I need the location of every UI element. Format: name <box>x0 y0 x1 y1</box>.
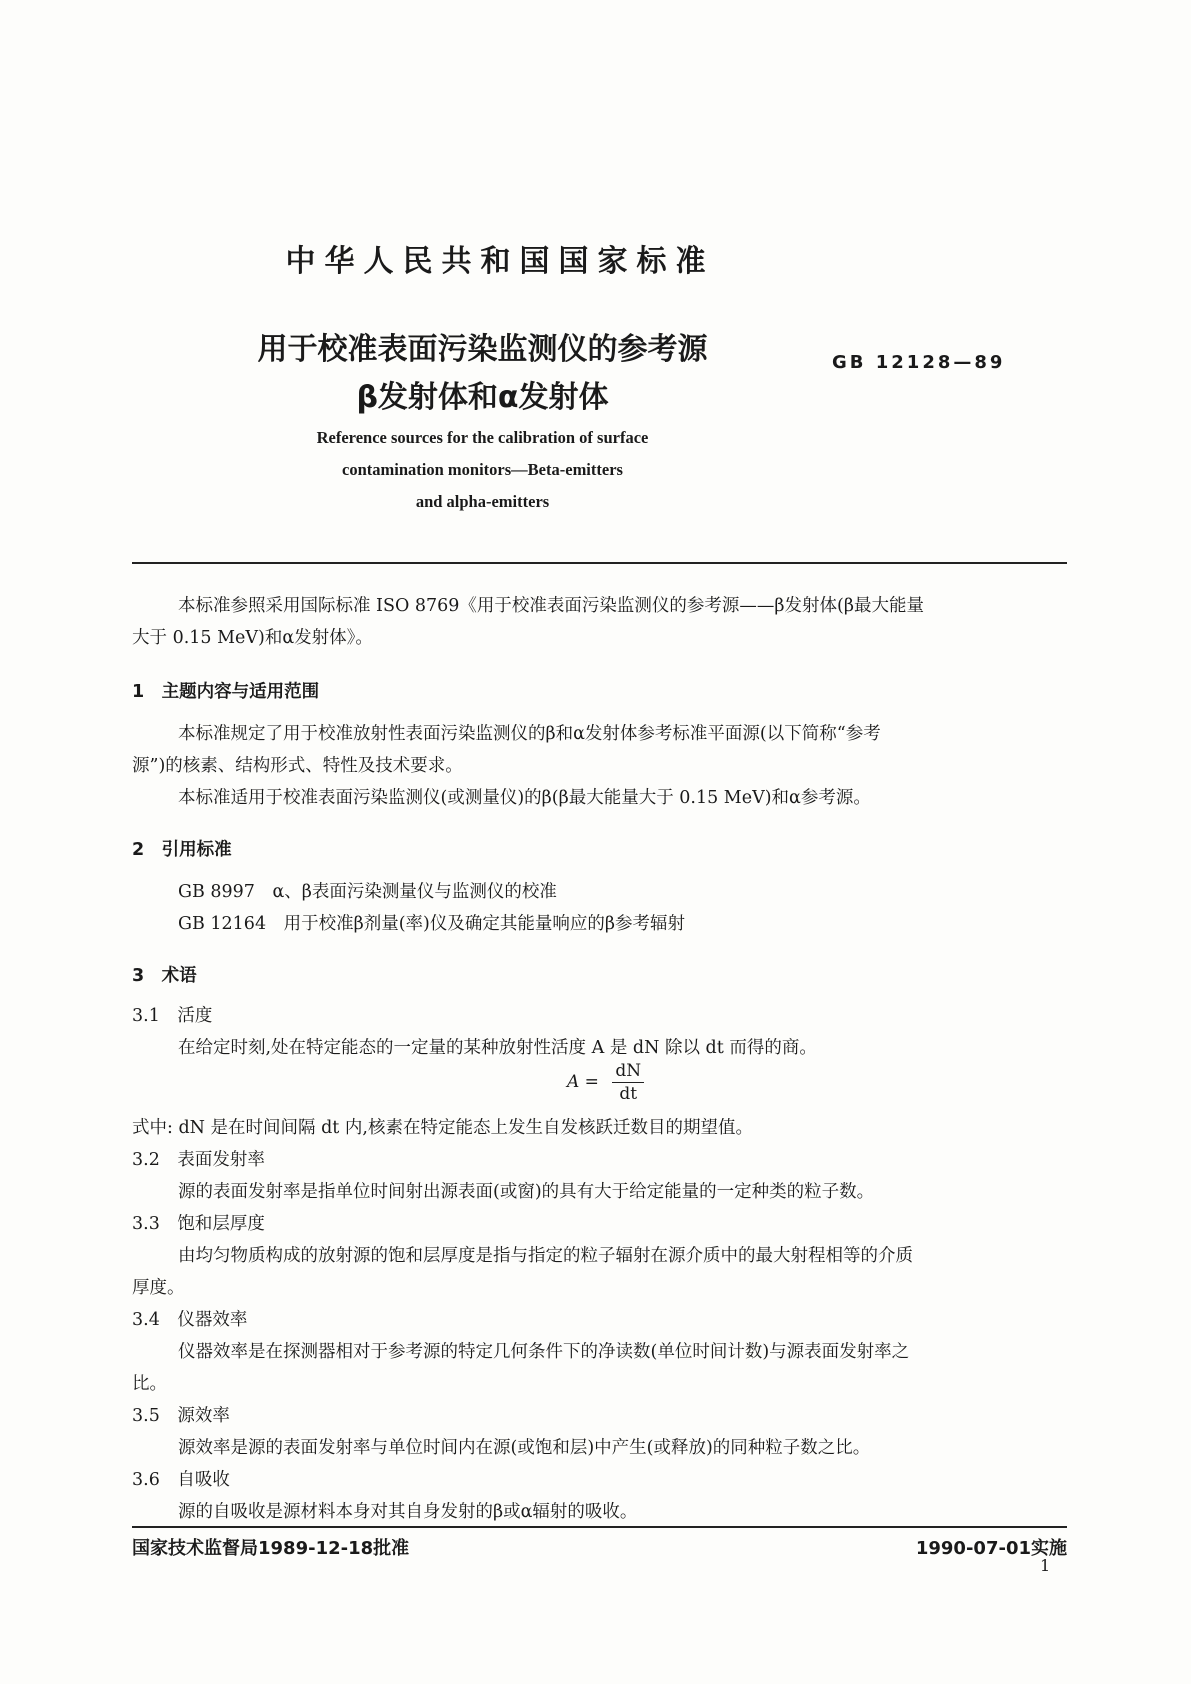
approval-date: 国家技术监督局1989-12-18批准 <box>132 1538 410 1559</box>
term-3-5-text: 源效率是源的表面发射率与单位时间内在源(或饱和层)中产生(或释放)的同种粒子数之比。 <box>178 1438 871 1458</box>
term-3-4-title: 3.4 仪器效率 <box>132 1310 248 1330</box>
document-title-en-line1: Reference sources for the calibration of surface <box>316 428 649 447</box>
page-number: 1 <box>1040 1556 1051 1575</box>
activity-formula <box>567 1060 644 1105</box>
reference-gb8997: GB 8997 α、β表面污染测量仪与监测仪的校准 <box>178 882 557 902</box>
term-3-6-title: 3.6 自吸收 <box>132 1470 230 1490</box>
section2-heading: 2 引用标准 <box>132 840 232 860</box>
header-divider <box>132 562 1067 564</box>
section3-heading: 3 术语 <box>132 966 197 986</box>
effective-date: 1990-07-01实施 <box>915 1538 1067 1559</box>
formula-denominator: dt <box>619 1084 638 1104</box>
term-3-3-title: 3.3 饱和层厚度 <box>132 1214 265 1234</box>
section1-p1-line1: 本标准规定了用于校准放射性表面污染监测仪的β和α发射体参考标准平面源(以下简称“参考 <box>178 724 881 744</box>
term-3-1-text: 在给定时刻,处在特定能态的一定量的某种放射性活度 A 是 dN 除以 dt 而得的商。 <box>178 1038 817 1058</box>
intro-line1: 本标准参照采用国际标准 ISO 8769《用于校准表面污染监测仪的参考源——β发射体(β最大能量 <box>178 596 924 616</box>
section1-p2: 本标准适用于校准表面污染监测仪(或测量仪)的β(β最大能量大于 0.15 MeV)和α参考源。 <box>178 788 871 808</box>
term-3-4-line2: 比。 <box>132 1374 167 1394</box>
formula-numerator: dN <box>612 1060 644 1083</box>
term-3-3-line1: 由均匀物质构成的放射源的饱和层厚度是指与指定的粒子辐射在源介质中的最大射程相等的介质 <box>178 1246 913 1266</box>
document-title-en-line3: and alpha-emitters <box>415 492 550 511</box>
formula-lhs: A = <box>567 1072 599 1092</box>
term-3-5-title: 3.5 源效率 <box>132 1406 230 1426</box>
document-title-cn-line2: β发射体和α发射体 <box>356 380 609 415</box>
term-3-1-note: 式中: dN 是在时间间隔 dt 内,核素在特定能态上发生自发核跃迁数目的期望值。 <box>132 1118 753 1138</box>
document-title-cn-line1: 用于校准表面污染监测仪的参考源 <box>257 332 708 367</box>
footer-divider <box>132 1526 1067 1528</box>
term-3-4-line1: 仪器效率是在探测器相对于参考源的特定几何条件下的净读数(单位时间计数)与源表面发射率之 <box>178 1342 910 1362</box>
reference-gb12164: GB 12164 用于校准β剂量(率)仪及确定其能量响应的β参考辐射 <box>178 914 685 934</box>
section1-heading: 1 主题内容与适用范围 <box>132 682 320 702</box>
term-3-6-text: 源的自吸收是源材料本身对其自身发射的β或α辐射的吸收。 <box>178 1502 638 1522</box>
section1-p1-line2: 源”)的核素、结构形式、特性及技术要求。 <box>132 756 463 776</box>
term-3-3-line2: 厚度。 <box>132 1278 185 1298</box>
term-3-2-title: 3.2 表面发射率 <box>132 1150 265 1170</box>
standard-number: GB 12128—89 <box>832 352 1006 373</box>
term-3-2-text: 源的表面发射率是指单位时间射出源表面(或窗)的具有大于给定能量的一定种类的粒子数。 <box>178 1182 875 1202</box>
formula-fraction <box>612 1060 644 1105</box>
document-title-en-line2: contamination monitors—Beta-emitters <box>342 460 623 479</box>
national-standard-heading: 中华人民共和国国家标准 <box>285 244 715 279</box>
intro-line2: 大于 0.15 MeV)和α发射体》。 <box>132 628 373 648</box>
term-3-1-title: 3.1 活度 <box>132 1006 213 1026</box>
